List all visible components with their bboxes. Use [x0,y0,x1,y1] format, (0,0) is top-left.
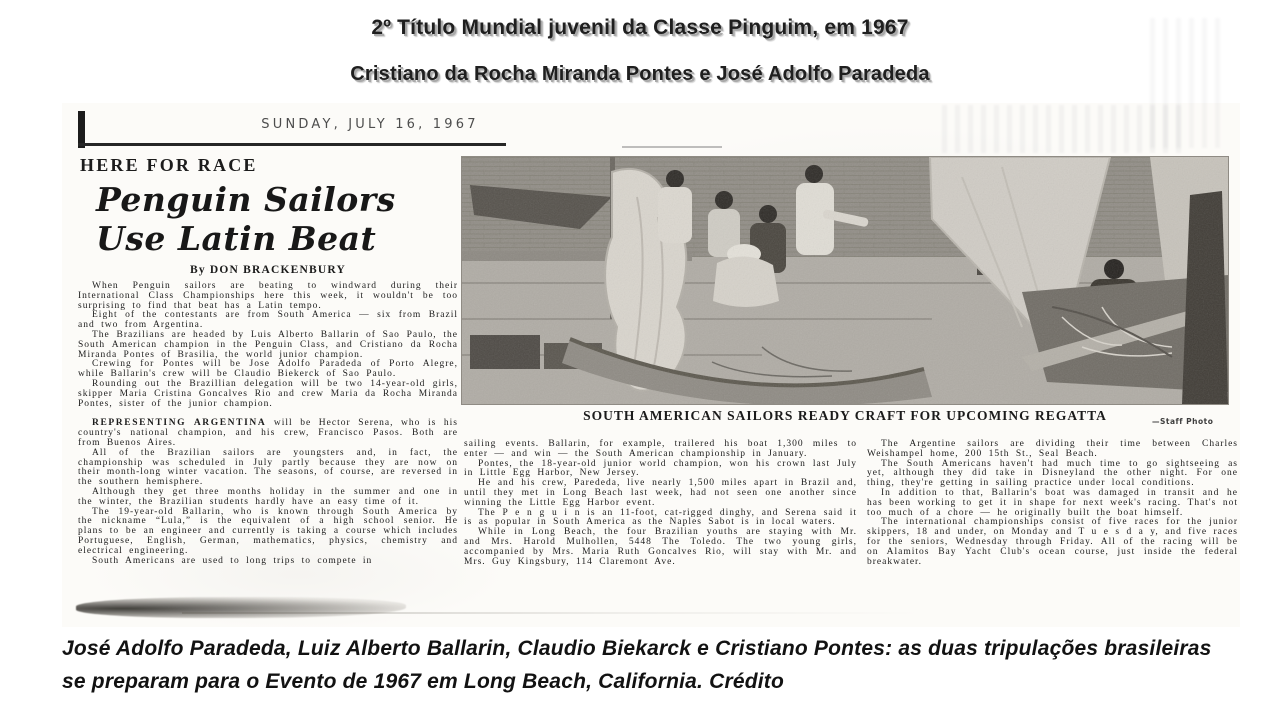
article-left-column [78,155,458,566]
article-headline [96,180,458,258]
newspaper-photo [462,157,1228,404]
article-paragraph: South Americans are used to long trips to compete in [92,555,373,566]
photo-illustration [462,157,1228,404]
article-paragraph: The international championships consist of five races for the junior skippers, 18 and under, on Monday and T u e s d a y, and five races for the seniors, Wednesday through Friday. All of the racing will be on Alamitos Bay Yacht Club's ocean course, just inside the federal breakwater. [867,517,1238,567]
photo-description-caption: José Adolfo Paradeda, Luiz Alberto Ballarin, Claudio Biekarck e Cristiano Pontes: as duas tripulações brasileiras se preparam para o Evento de 1967 em Long Beach, California. Crédito [62,637,1212,693]
article-paragraph [78,419,458,448]
article-paragraph: He and his crew, Parededa, live nearly 1,500 miles apart in Brazil and, until they met in Long Beach last week, had not seen one another since winning the Little Egg Harbor event. [464,478,857,508]
paragraph-text: will be Hector Serena, who is his country's national champion, and his crew, Francisco Pasos. Both are from Buenos Aires. [78,418,458,448]
article-paragraph: Pontes, the 18-year-old junior world champion, won his crown last July in Little Egg Harbor, New Jersey. [464,458,857,479]
article-paragraph: Eight of the contestants are from South America — six from Brazil and two from Argentina. [78,310,458,331]
newspaper-dateline: SUNDAY, JULY 16, 1967 [261,117,479,132]
article-paragraph: Crewing for Pontes will be Jose Adolfo Paradeda of Porto Alegre, while Ballarin's crew will be Claudio Biekerck of Sao Paulo. [78,359,458,380]
article-paragraph: The South Americans haven't had much time to go sightseeing as yet, although they did take in Disneyland the other night. For one thing, they're getting in sailing practice under local conditions. [867,458,1238,489]
article-paragraph: Although they get three months holiday in the summer and one in the winter, the Brazilian students hardly have an easy time of it. [78,486,458,507]
article-paragraph: The P e n g u i n is an 11-foot, cat-rigged dinghy, and Serena said it is as popular in South America as the Naples Sabot is in local waters. [464,507,857,528]
scan-smudge [76,597,406,618]
article-body-left [78,282,458,566]
article-right-column [867,440,1238,567]
print-bleedthrough [942,105,1182,153]
headline-line2: Use Latin Beat [96,219,377,258]
article-paragraph: While in Long Beach, the four Brazilian youths are staying with Mr. and Mrs. Harold Mulhollen, 5448 The Toledo. The two young girls, accompanied by Mrs. Maria Ruth Goncalves Rio, will stay with Mr. and Mrs. Guy Kingsbury, 114 Claremont Ave. [464,527,857,567]
newspaper-clipping [62,103,1240,627]
article-paragraph: The Brazilians are headed by Luis Alberto Ballarin of Sao Paulo, the South American champion in the Penguin Class, and Cristiano da Rocha Miranda Pontes of Brasilia, the world junior champion. [78,329,458,360]
article-paragraph: The 19-year-old Ballarin, who is known through South America by the nickname “Lula,” is the equivalent of a high school senior. He plans to be an engineer and currently is taking a course which includes Portuguese, English, German, mathematics, physics, chemistry and electrical engineering. [78,506,458,556]
article-paragraph: When Penguin sailors are beating to windward during their International Class Championships here this week, it wouldn't be too surprising to find that beat has a Latin tempo. [78,281,458,311]
article-paragraph: The Argentine sailors are dividing their time between Charles Weishampel home, 200 15th St., Seal Beach. [867,439,1238,459]
article-byline: By DON BRACKENBURY [189,264,346,276]
article-paragraph: sailing events. Ballarin, for example, trailered his boat 1,300 miles to enter — and win — the South American championship in January. [464,439,857,459]
document-title-line2: Cristiano da Rocha Miranda Pontes e José Adolfo Paradeda [350,63,930,85]
article-middle-column [464,440,857,567]
clipping-rule-faint [622,146,722,148]
photo-caption: SOUTH AMERICAN SAILORS READY CRAFT FOR UPCOMING REGATTA [583,408,1107,423]
paragraph-lead: REPRESENTING ARGENTINA [92,418,267,429]
photo-credit: —Staff Photo [1152,417,1214,426]
scan-scratch [182,612,922,614]
article-paragraph: In addition to that, Ballarin's boat was damaged in transit and he has been working to get it in shape for next week's racing. That's not too much of a chore — he originally built the boat himself. [867,487,1238,518]
article-kicker: HERE FOR RACE [80,155,258,175]
clipping-rule [78,143,506,146]
article-paragraph: All of the Brazilian sailors are youngsters and, in fact, the championship was scheduled in July partly because they are now on their month-long winter vacation. The seasons, of course, are reversed in the southern hemisphere. [78,447,458,488]
headline-line1: Penguin Sailors [96,180,396,219]
article-paragraph: Rounding out the Brazillian delegation will be two 14-year-old girls, skipper Maria Cristina Goncalves Rio and crew Maria da Rocha Miranda Pontes, sister of the junior champion. [78,378,458,409]
print-bleedthrough [1150,18,1220,148]
document-title-line1: 2º Título Mundial juvenil da Classe Pinguim, em 1967 [371,16,909,39]
